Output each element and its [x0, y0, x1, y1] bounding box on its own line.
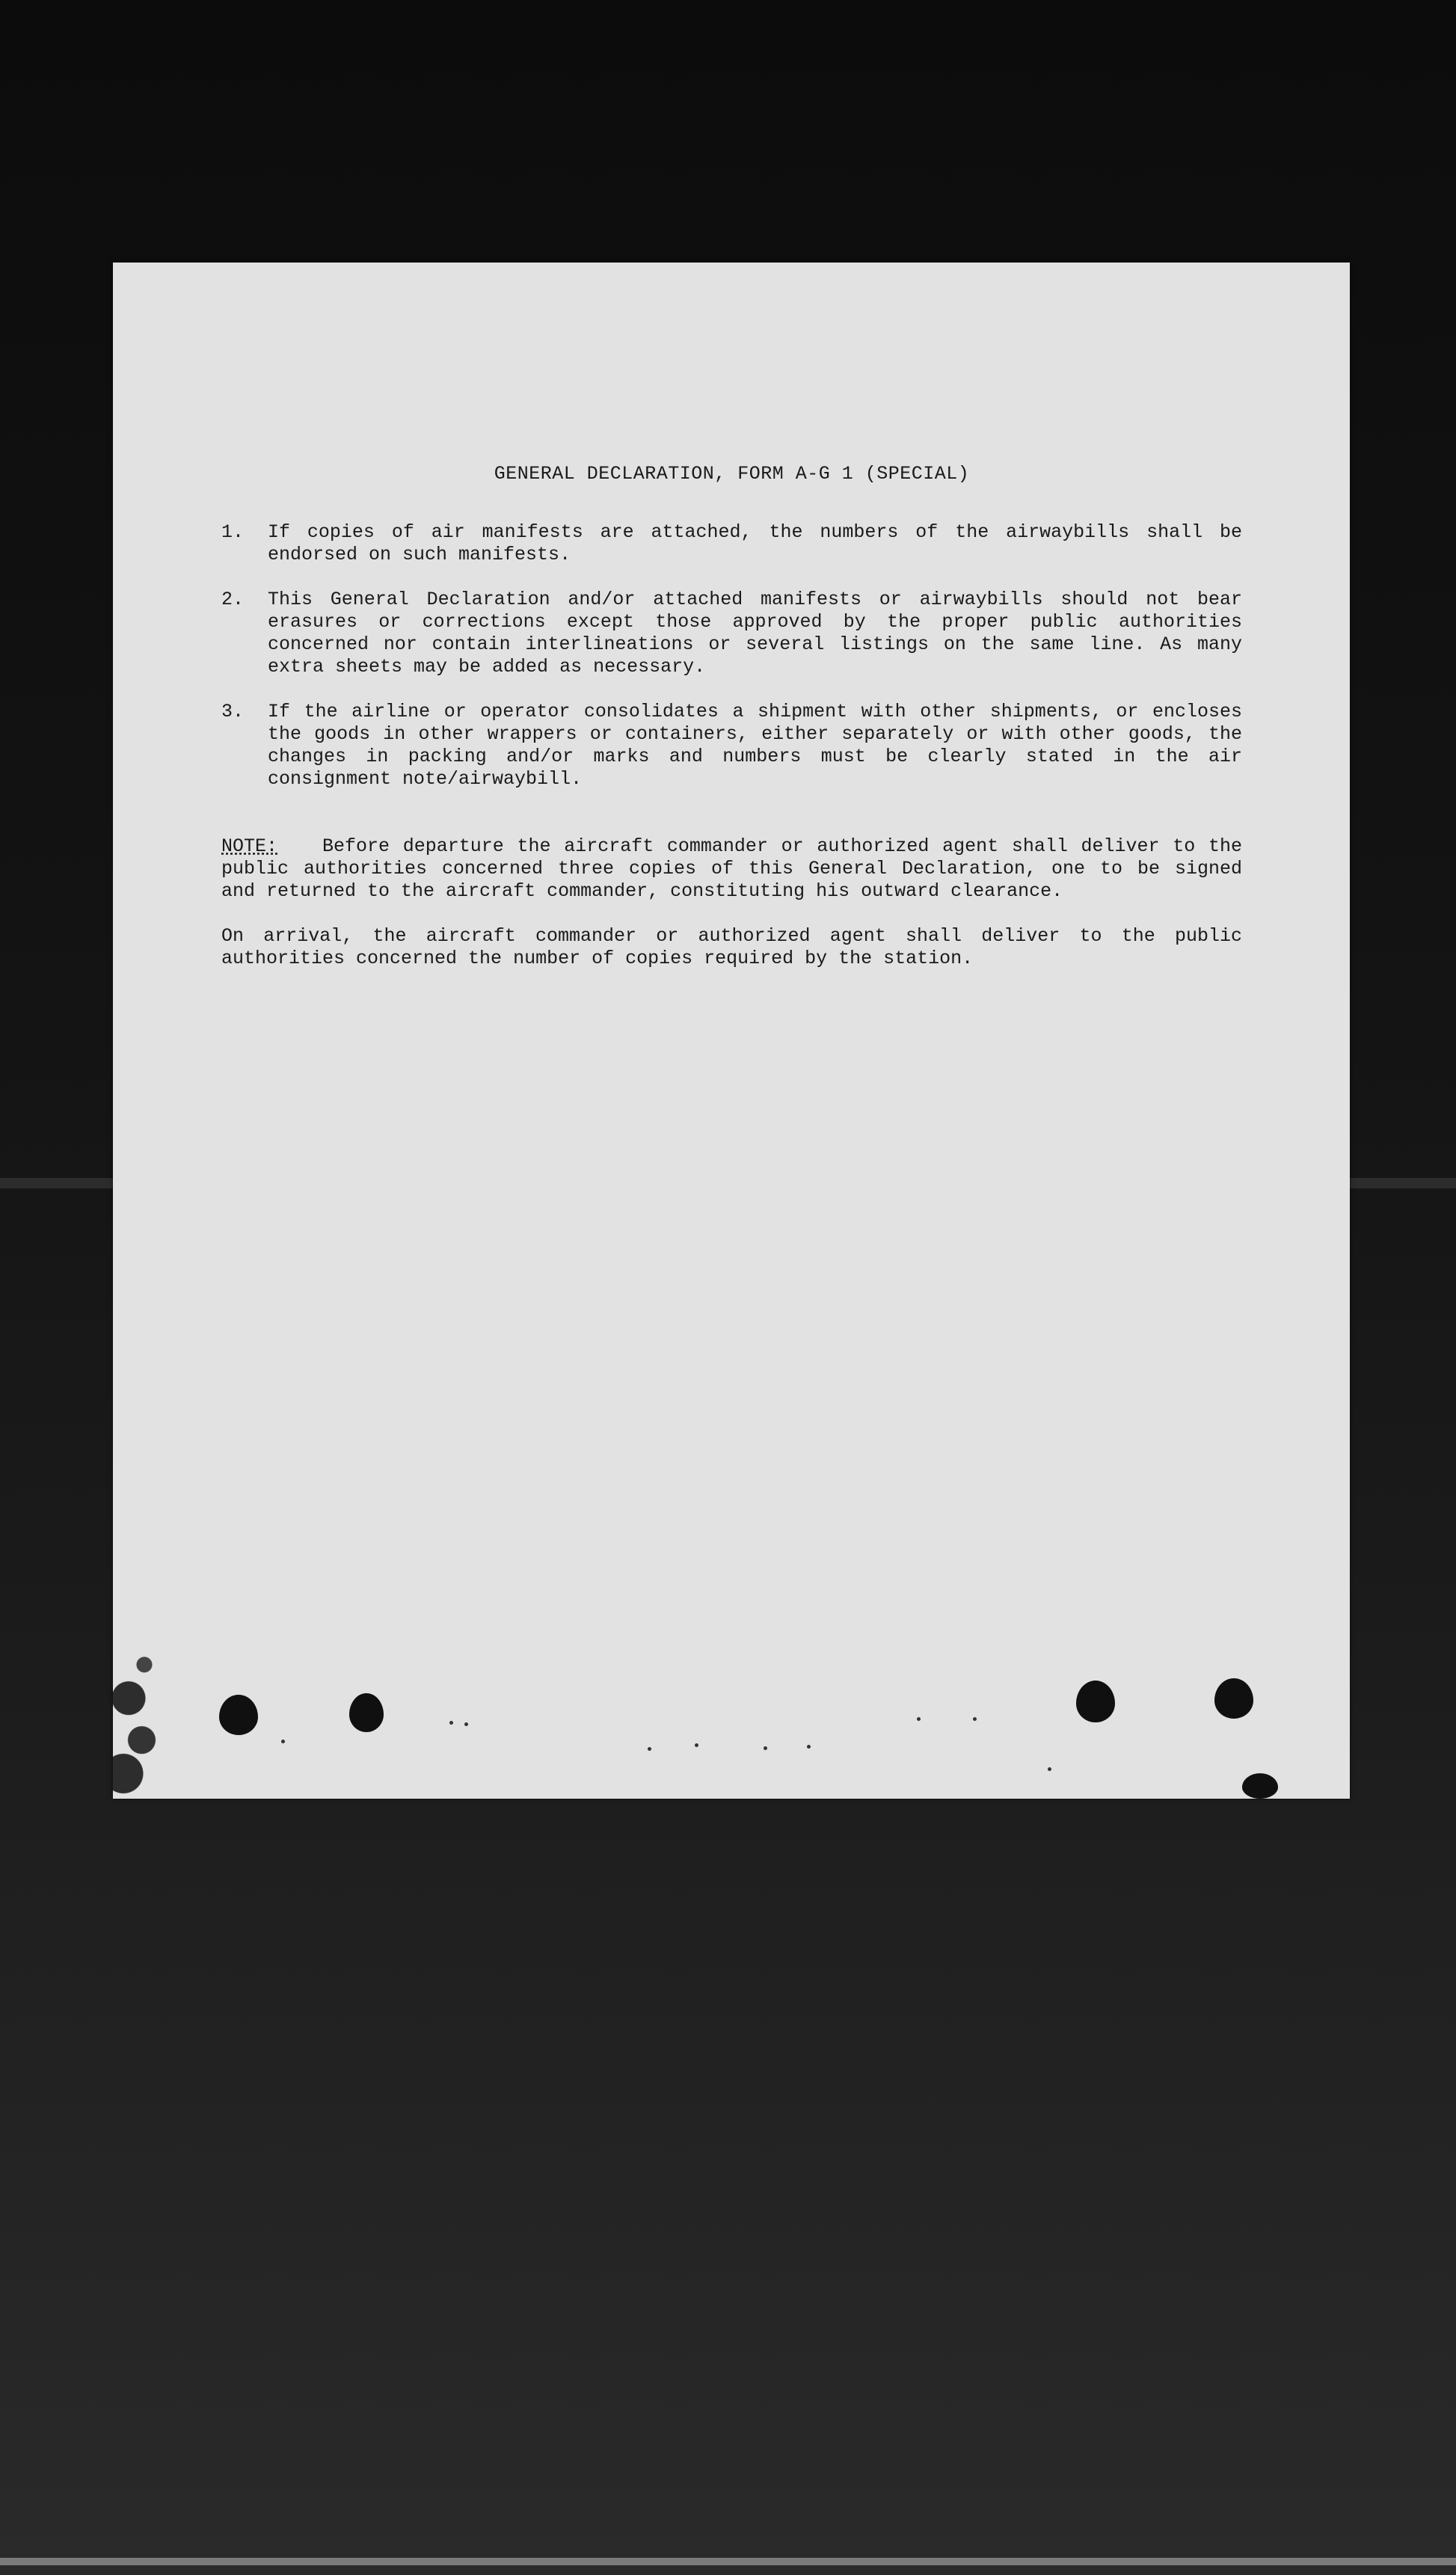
arrival-paragraph: On arrival, the aircraft commander or authorized agent shall deliver to the public authorities concerned the number of copies required by the station. — [221, 925, 1242, 969]
note-text: Before departure the aircraft commander or authorized agent shall deliver to the public authorities concerned three copies of this General Declaration, one to be signed and returned to the aircraft commander, constituting his outward clearance. — [221, 835, 1242, 902]
instruction-list — [221, 521, 1242, 791]
item-text: This General Declaration and/or attached manifests or airwaybills should not bear erasures or corrections except those approved by the proper public authorities concerned nor contain interlineations or several listings on the same line. As many extra sheets may be added as necessary. — [268, 589, 1242, 678]
punch-hole — [1242, 1773, 1278, 1799]
document-body — [221, 463, 1242, 970]
punch-hole — [1214, 1678, 1253, 1719]
speck — [917, 1717, 921, 1721]
list-item — [221, 589, 1242, 678]
speck — [464, 1722, 468, 1726]
punch-hole — [219, 1695, 258, 1735]
note-paragraph — [221, 835, 1242, 903]
speck — [1048, 1767, 1051, 1771]
item-text: If the airline or operator consolidates a shipment with other shipments, or encloses the goods in other wrappers or containers, either separately or with other goods, the changes in packing and/or marks and numbers must be clearly stated in the air consignment note/airwaybill. — [268, 701, 1242, 790]
page-stain — [113, 1631, 165, 1799]
speck — [648, 1747, 651, 1751]
speck — [973, 1717, 977, 1721]
list-item — [221, 701, 1242, 791]
item-number: 1. — [221, 521, 245, 543]
document-page — [113, 263, 1350, 1799]
speck — [281, 1740, 285, 1743]
punch-hole — [1076, 1681, 1115, 1722]
list-item — [221, 521, 1242, 566]
speck — [449, 1721, 453, 1725]
punch-hole — [349, 1693, 384, 1732]
item-number: 2. — [221, 589, 245, 610]
note-label: NOTE: — [221, 835, 278, 857]
item-number: 3. — [221, 701, 245, 722]
speck — [764, 1746, 767, 1750]
speck — [807, 1745, 811, 1749]
scan-edge — [0, 2558, 1456, 2565]
item-text: If copies of air manifests are attached, the numbers of the airwaybills shall be endorsed on such manifests. — [268, 521, 1242, 565]
document-title: GENERAL DECLARATION, FORM A-G 1 (SPECIAL) — [494, 463, 970, 485]
speck — [695, 1743, 698, 1747]
